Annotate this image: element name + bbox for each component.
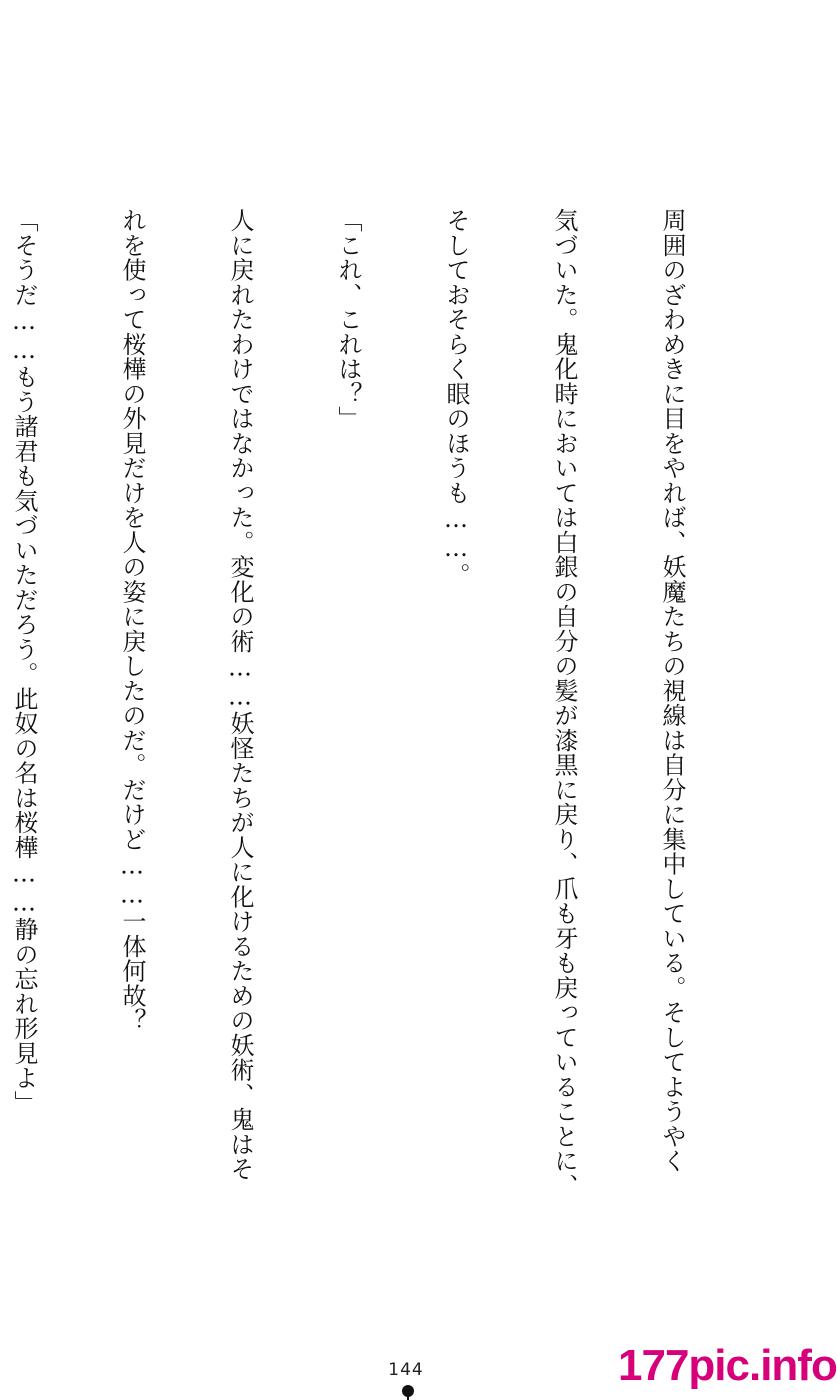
text-line: 気づいた。鬼化時においては白銀の自分の髪が漆黒に戻り、爪も牙も戻っていることに、 <box>550 208 578 1198</box>
text-line: 「これ、これは？」 <box>334 208 362 431</box>
text-line: れを使って桜樺の外見だけを人の姿に戻したのだ。だけど……一体何故？ <box>118 208 146 1033</box>
page-marker-stem <box>407 1395 409 1400</box>
text-line: 人に戻れたわけではなかった。変化の術……妖怪たちが人に化けるための妖術、鬼はそ <box>226 208 254 1182</box>
text-line: 周囲のざわめきに目をやれば、妖魔たちの視線は自分に集中している。そしてようやく <box>658 208 686 1174</box>
watermark: 177pic.info <box>618 1341 837 1390</box>
page-number: 144 <box>388 1360 424 1380</box>
text-line: 「そうだ……もう諸君も気づいただろう。此奴の名は桜樺……静の忘れ形見よ」 <box>10 208 38 1115</box>
vertical-text-body <box>0 208 762 1198</box>
text-line: そしておそらく眼のほうも……。 <box>442 208 470 588</box>
